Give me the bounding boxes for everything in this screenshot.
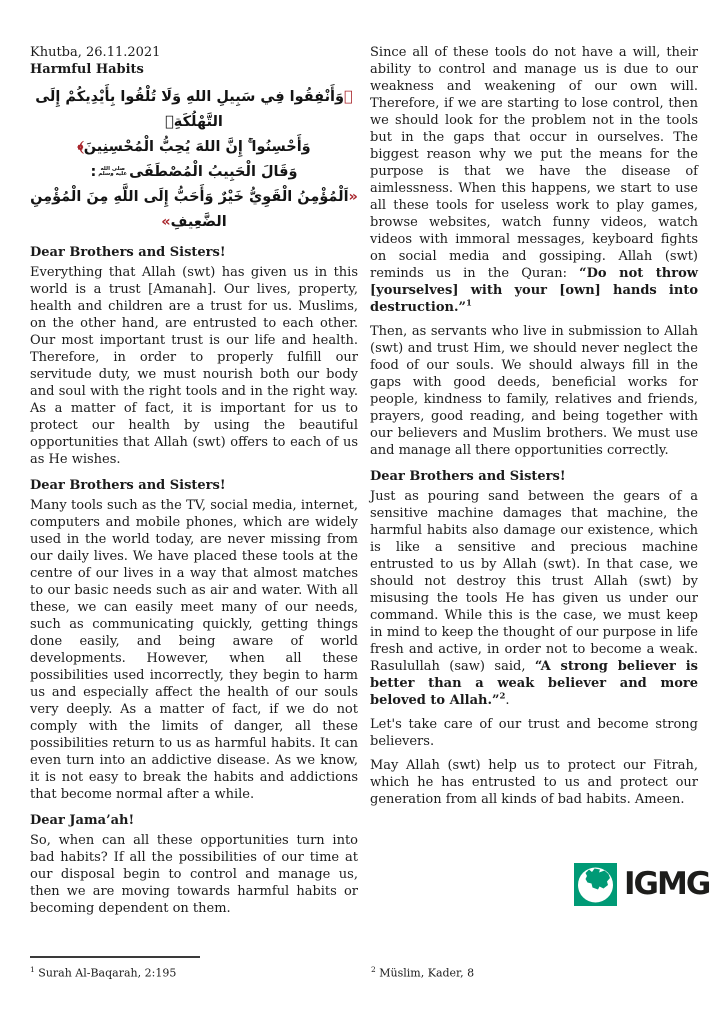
document-title: Harmful Habits — [30, 62, 144, 77]
paragraph: Many tools such as the TV, social media, internet, computers and mobile phones, which are widely used in the world today, are never missing from our daily lives. We have placed these tools at the centre of our lives in a way that almost matches to our basic needs such as air and water. With all these, we can easily meet many of our needs, such as communicating quickly, getting things done easily, and being aware of world developments. However, when all these possibilities used incorrectly, they begin to harm us and especially affect the health of our souls very deeply. As a matter of fact, if we do not comply with the limits of danger, all these possibilities return to us as harmful habits. It can even turn into an addictive disease. As we know, it is not easy to break the habits and addictions that become normal after a while. — [30, 498, 358, 802]
paragraph: May Allah (swt) help us to protect our Fitrah, which he has entrusted to us and protect our generation from all kinds of bad habits. Ameen. — [370, 758, 698, 807]
paragraph-text: . — [505, 693, 510, 708]
ayah-text-1: وَأَنْفِقُوا فِي سَبِيلِ اللهِ وَلَا تُلْقُوا بِأَيْدِيكُمْ إِلَى التَّهْلُكَةِۚ — [35, 89, 345, 130]
ayah-text-2: وَأَحْسِنُوا ۚ إِنَّ اللهَ يُحِبُّ الْمُحْسِنِينَ — [83, 139, 311, 155]
footnote-1 — [30, 963, 176, 981]
paragraph: Let's take care of our trust and become strong believers. — [370, 717, 698, 749]
khutba-date: Khutba, 26.11.2021 — [30, 45, 161, 60]
paragraph: Then, as servants who live in submission to Allah (swt) and trust Him, we should never neglect the food of our souls. We should always fill in the gaps with good deeds, beneficial works for people, kindness to family, relatives and friends, prayers, good reading, and being together with our believers and Muslim brothers. We must use and manage all there opportunities correctly. — [370, 324, 698, 458]
quran-ayah-line1 — [30, 85, 358, 135]
hadith-intro-colon: : — [90, 164, 97, 180]
saw-line1: صلى الله — [100, 165, 126, 172]
footnote-marker-2: 2 — [499, 691, 506, 702]
paragraph-with-quote — [370, 44, 698, 316]
section-heading: Dear Brothers and Sisters! — [30, 478, 226, 493]
igmg-crescent-globe-icon — [574, 863, 617, 906]
paragraph: Everything that Allah (swt) has given us in this world is a trust [Amanah]. Our lives, property, health and children are a trust for us. Muslims, on the other hand, are entrusted to each other. Our most important trust is our life and health. Therefore, in order to properly fulfill our servitude duty, we must nourish both our body and soul with the right tools and in the right way. As a matter of fact, it is important for us to protect our health by using the beautiful opportunities that Allah (swt) offers to each of us as He wishes. — [30, 265, 358, 467]
section-heading: Dear Brothers and Sisters! — [370, 469, 566, 484]
footnote-2 — [371, 963, 474, 981]
hadith-intro-text: وَقَالَ الْحَبِيبُ الْمُصْطَفَى — [129, 164, 298, 180]
hadith-quote-english: “A strong believer is better than a weak believer and more beloved to Allah.” — [370, 659, 698, 708]
quran-ayah-line2 — [30, 135, 358, 160]
hadith-line — [30, 185, 358, 235]
paragraph-text: Just as pouring sand between the gears of a sensitive machine damages that machine, the harmful habits also damage our existence, which is like a sensitive and precious machine entrusted to us by Allah (swt). In that case, we should not destroy this trust Allah (swt) by misusing the tools He has given us under our command. While this is the case, we must keep in mind to keep the thought of our purpose in life fresh and active, in order not to become a weak. Rasulullah (saw) said, — [370, 489, 698, 674]
footnote-1-text: Surah Al-Baqarah, 2:195 — [38, 966, 177, 980]
ornate-close-bracket: ﴾ — [77, 139, 84, 155]
paragraph-text: Since all of these tools do not have a will, their ability to control and manage us is due to our weakness and weakening of our own will. Therefore, if we are starting to lose control, then we should look for the problem not in the tools but in the gaps that occur in ourselves. The biggest reason why we put the means for the purpose is that we have the disease of aimlessness. When this happens, we start to use all these tools for useless work to play games, browse websites, watch funny videos, watch videos with immoral messages, keyboard fights on social media and gossiping. Allah (swt) reminds us in the Quran: — [370, 45, 698, 281]
arabic-quotes-block — [30, 85, 358, 235]
two-column-layout — [30, 44, 697, 924]
paragraph-with-quote — [370, 488, 698, 709]
right-column — [370, 44, 698, 924]
left-column — [30, 44, 358, 924]
igmg-logo — [574, 863, 709, 906]
footnote-marker-1: 1 — [465, 298, 472, 309]
saw-honorific-roundel — [98, 167, 127, 178]
footnote-2-ref: 2 — [371, 965, 376, 974]
footnote-1-ref: 1 — [30, 965, 35, 974]
quran-quote-english: “Do not throw [yourselves] with your [own] hands into destruction.” — [370, 266, 698, 315]
section-heading: Dear Brothers and Sisters! — [30, 245, 226, 260]
hadith-close-ornament: » — [161, 214, 171, 230]
section-heading: Dear Jama’ah! — [30, 813, 135, 828]
hadith-open-ornament: « — [348, 189, 358, 205]
footnote-separator-line — [30, 956, 200, 958]
saw-line2: عليه وسلم — [98, 171, 128, 177]
hadith-intro-line — [30, 160, 358, 185]
paragraph: So, when can all these opportunities turn into bad habits? If all the possibilities of our time at our disposal begin to control and manage us, then we are moving towards harmful habits or becoming dependent on them. — [30, 833, 358, 916]
hadith-text: اَلْمُؤْمِنُ الْقَوِيُّ خَيْرٌ وَأَحَبُّ إِلَى اللَّهِ مِنَ الْمُؤْمِنِ الضَّعِيفِ — [30, 189, 349, 230]
igmg-wordmark: IGMG — [624, 866, 710, 902]
ornate-open-bracket: ﴿ — [344, 89, 353, 105]
footnote-2-text: Müslim, Kader, 8 — [379, 966, 475, 980]
